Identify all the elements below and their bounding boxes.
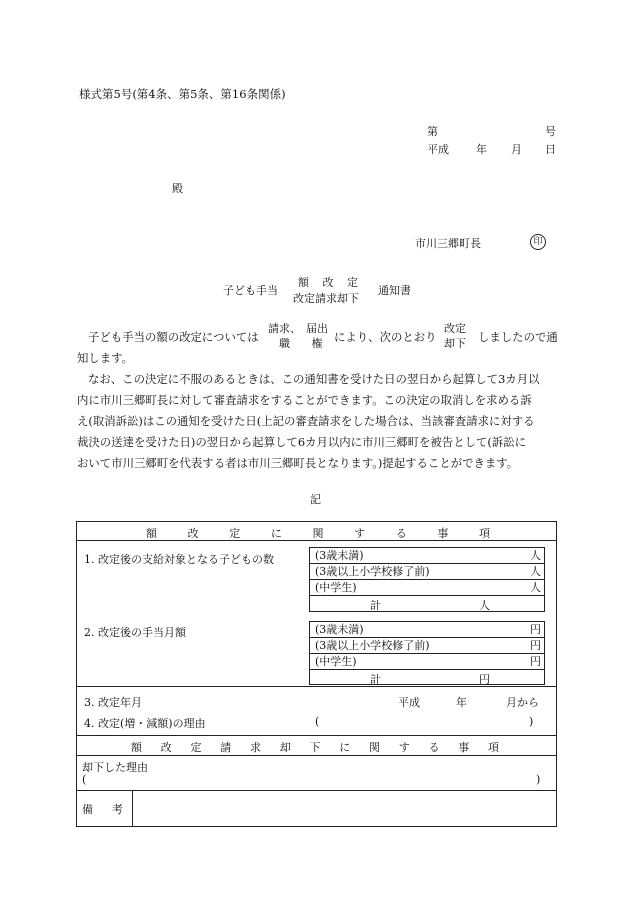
row-unit: 円 bbox=[530, 623, 541, 636]
header-char: 求 bbox=[250, 741, 261, 754]
choice-top: 届出 bbox=[306, 322, 328, 335]
row-unit: 人 bbox=[530, 581, 541, 594]
title-lower: 改定請求却下 bbox=[293, 292, 359, 305]
body-p2-line: なお、この決定に不服のあるときは、この通知書を受けた日の翌日から起算して3カ月以 bbox=[88, 372, 540, 386]
children-row-under3 bbox=[309, 547, 545, 563]
choice-bottom: 職 bbox=[279, 337, 290, 350]
choice-top: 改定 bbox=[444, 322, 466, 335]
choice-bottom: 権 bbox=[311, 337, 323, 350]
body-p2-line: え(取消訴訟)はこの通知を受けた日(上記の審査請求をした場合は、当該審査請求に対する bbox=[77, 414, 535, 428]
addressee-suffix: 殿 bbox=[172, 182, 183, 195]
item3-month: 月から bbox=[506, 696, 539, 709]
remarks-label: 備 考 bbox=[82, 803, 127, 816]
remarks-divider bbox=[132, 790, 133, 827]
row-label: (3歳未満) bbox=[315, 549, 364, 562]
body-p1-d: 知します。 bbox=[77, 351, 134, 365]
amount-row-middle-school bbox=[309, 653, 545, 669]
header-char: に bbox=[339, 741, 351, 754]
date-month: 月 bbox=[511, 143, 522, 156]
amount-row-under3 bbox=[309, 621, 545, 637]
table-header-revision bbox=[146, 525, 490, 541]
header-char: 事 bbox=[437, 527, 449, 540]
choice-bottom: 却下 bbox=[444, 337, 466, 350]
document-number-suffix: 号 bbox=[545, 125, 556, 138]
date-day: 日 bbox=[545, 143, 556, 156]
header-char: 関 bbox=[369, 741, 380, 754]
body-p2-line: おいて市川三郷町を代表する者は市川三郷町長となります。)提起することができます。 bbox=[77, 456, 519, 470]
body-p1-b: により、次のとおり bbox=[334, 330, 437, 344]
header-char: 事 bbox=[458, 741, 470, 754]
item3-label: 3. 改定年月 bbox=[84, 696, 142, 709]
row-unit: 円 bbox=[530, 639, 541, 652]
body-p2-line: 裁決の送達を受けた日)の翌日から起算して6カ月以内に市川三郷町を被告として(訴訟に bbox=[77, 435, 526, 449]
title-upper-char: 定 bbox=[347, 276, 358, 289]
date-era: 平成 bbox=[427, 143, 449, 156]
header-char: 関 bbox=[312, 527, 324, 540]
row-label: (3歳以上小学校修了前) bbox=[315, 565, 430, 578]
body-p2-line: 内に市川三郷町長に対して審査請求をすることができます。この決定の取消しを求める訴 bbox=[77, 393, 532, 407]
item1-label: 1. 改定後の支給対象となる子どもの数 bbox=[84, 553, 274, 566]
header-char: 項 bbox=[479, 527, 490, 540]
header-char: る bbox=[395, 527, 407, 540]
title-left: 子ども手当 bbox=[223, 284, 278, 297]
amount-row-3-to-primary bbox=[309, 637, 545, 653]
seal-mark: 印 bbox=[530, 234, 546, 250]
item3-era: 平成 bbox=[398, 696, 420, 709]
header-char: 定 bbox=[190, 741, 202, 754]
children-total-label: 計 bbox=[370, 599, 381, 612]
row-unit: 円 bbox=[530, 655, 541, 668]
title-upper bbox=[298, 274, 358, 290]
row-label: (中学生) bbox=[315, 581, 357, 594]
row-label: (3歳以上小学校修了前) bbox=[315, 639, 430, 652]
table-divider bbox=[76, 790, 557, 791]
body-p1-c: しましたので通 bbox=[478, 330, 558, 344]
table-header-rejection bbox=[131, 739, 499, 755]
choice-top: 請求、 bbox=[268, 322, 301, 335]
row-divider bbox=[309, 595, 545, 596]
body-p1-a: 子ども手当の額の改定については bbox=[88, 330, 259, 344]
header-char: す bbox=[398, 741, 410, 754]
body-choice-3 bbox=[444, 321, 466, 351]
header-char: 項 bbox=[488, 741, 499, 754]
item4-open-paren: ( bbox=[315, 715, 320, 728]
date-year: 年 bbox=[476, 143, 487, 156]
body-choice-2 bbox=[306, 321, 328, 351]
header-char: 改 bbox=[187, 527, 199, 540]
reject-close-paren: ) bbox=[536, 773, 541, 786]
item3-year: 年 bbox=[456, 696, 467, 709]
header-char: る bbox=[428, 741, 440, 754]
row-label: (中学生) bbox=[315, 655, 357, 668]
header-char: す bbox=[354, 527, 366, 540]
children-row-middle-school bbox=[309, 579, 545, 595]
header-char: 下 bbox=[309, 741, 321, 754]
item4-label: 4. 改定(増・減額)の理由 bbox=[84, 717, 206, 730]
document-number-prefix: 第 bbox=[427, 125, 438, 138]
reject-reason-label: 却下した理由 bbox=[82, 761, 148, 774]
table-divider bbox=[76, 540, 557, 541]
children-total-unit: 人 bbox=[479, 599, 490, 612]
header-char: 額 bbox=[146, 527, 157, 540]
amount-total-label: 計 bbox=[370, 673, 381, 686]
header-char: 請 bbox=[220, 741, 232, 754]
header-char: 却 bbox=[279, 741, 291, 754]
table-divider bbox=[76, 735, 557, 736]
amount-total-unit: 円 bbox=[479, 673, 490, 686]
row-divider bbox=[309, 669, 545, 670]
body-choice-1 bbox=[268, 321, 301, 351]
title-upper-char: 改 bbox=[322, 276, 334, 289]
item2-label: 2. 改定後の手当月額 bbox=[84, 626, 186, 639]
reject-open-paren: ( bbox=[82, 773, 87, 786]
header-char: に bbox=[270, 527, 282, 540]
title-right: 通知書 bbox=[378, 284, 411, 297]
header-char: 改 bbox=[160, 741, 172, 754]
form-number: 様式第5号(第4条、第5条、第16条関係) bbox=[79, 87, 286, 101]
item4-close-paren: ) bbox=[529, 715, 534, 728]
title-upper-char: 額 bbox=[298, 276, 309, 289]
row-label: (3歳未満) bbox=[315, 623, 364, 636]
table-divider bbox=[76, 755, 557, 756]
ki-heading: 記 bbox=[310, 493, 321, 506]
row-unit: 人 bbox=[530, 565, 541, 578]
row-unit: 人 bbox=[530, 549, 541, 562]
table-divider bbox=[76, 686, 557, 687]
sender-name: 市川三郷町長 bbox=[415, 237, 481, 250]
header-char: 定 bbox=[229, 527, 241, 540]
children-row-3-to-primary bbox=[309, 563, 545, 579]
header-char: 額 bbox=[131, 741, 142, 754]
